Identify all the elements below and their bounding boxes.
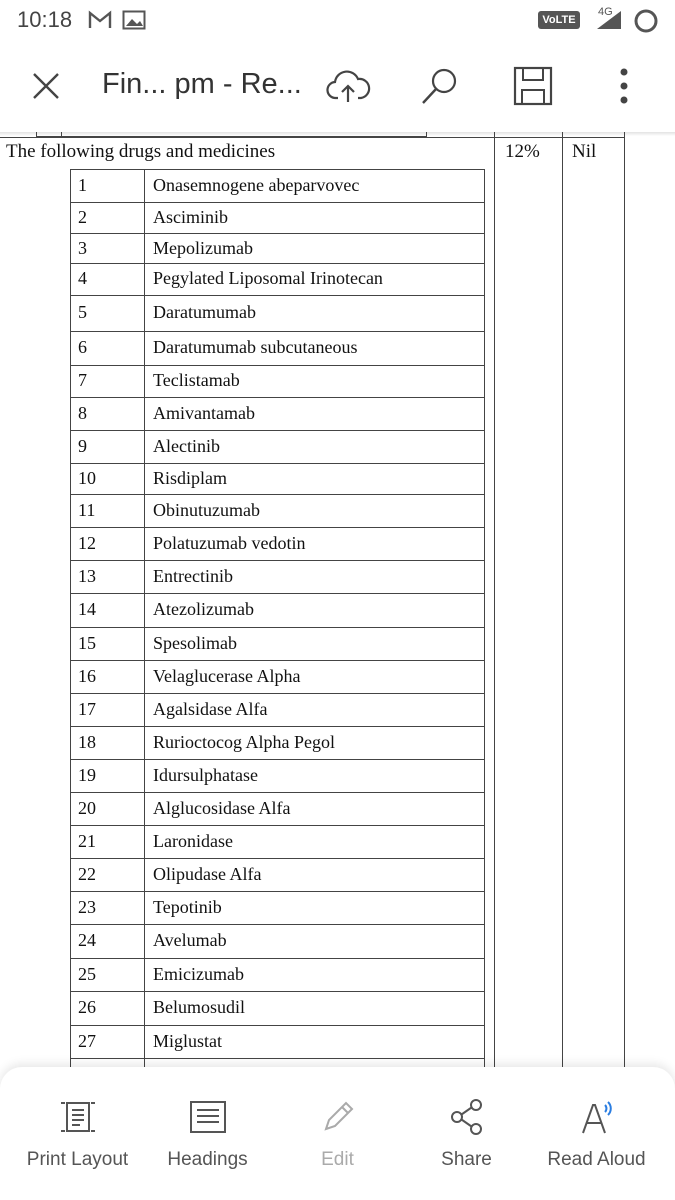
drug-name: Avelumab (153, 930, 227, 950)
drug-table-row-partial (70, 1058, 485, 1067)
cloud-upload-icon[interactable] (324, 62, 372, 110)
drug-table-row (70, 660, 485, 693)
drug-number: 13 (78, 566, 96, 586)
signal-icon (595, 9, 623, 31)
drug-number: 22 (78, 864, 96, 884)
drug-table-row (70, 825, 485, 858)
drug-number: 9 (78, 436, 87, 456)
drug-name: Laronidase (153, 831, 233, 851)
document-page[interactable] (0, 132, 675, 1067)
drug-name: Entrectinib (153, 566, 233, 586)
drug-name: Obinutuzumab (153, 500, 260, 520)
drug-name: Onasemnogene abeparvovec (153, 175, 360, 195)
volte-badge: VoLTE (538, 11, 580, 29)
network-type: 4G (598, 6, 613, 18)
drug-table-row (70, 958, 485, 991)
drug-table-row (70, 991, 485, 1025)
drug-name: Belumosudil (153, 997, 246, 1017)
drug-name: Amivantamab (153, 403, 255, 423)
drug-number: 7 (78, 370, 87, 390)
gmail-icon (88, 10, 112, 30)
drug-table-row (70, 924, 485, 958)
drug-table-row (70, 1025, 485, 1058)
drug-name: Emicizumab (153, 964, 244, 984)
drug-table-row (70, 263, 485, 295)
drug-table-row (70, 365, 485, 397)
share-label: Share (441, 1149, 492, 1170)
drug-table-row (70, 693, 485, 726)
drug-name: Tepotinib (153, 897, 222, 917)
drug-table-row (70, 560, 485, 593)
drug-number: 5 (78, 302, 87, 322)
drug-name: Pegylated Liposomal Irinotecan (153, 268, 383, 288)
drug-table-row (70, 858, 485, 891)
drug-number: 10 (78, 468, 96, 488)
drug-table-row (70, 169, 485, 202)
drug-name: Mepolizumab (153, 238, 253, 258)
share-icon (447, 1097, 487, 1137)
drug-table-row (70, 527, 485, 560)
save-icon[interactable] (509, 62, 557, 110)
drug-name: Spesolimab (153, 633, 237, 653)
status-bar (0, 0, 675, 40)
drug-number: 18 (78, 732, 96, 752)
drug-table-row (70, 430, 485, 463)
drug-name: Alectinib (153, 436, 220, 456)
drug-number: 3 (78, 238, 87, 258)
headings-icon (188, 1097, 228, 1137)
search-icon[interactable] (416, 62, 464, 110)
headings-label: Headings (167, 1149, 248, 1170)
drug-number: 8 (78, 403, 87, 423)
drug-table-row (70, 494, 485, 527)
more-vertical-icon[interactable] (600, 62, 648, 110)
drug-table-row (70, 593, 485, 627)
drug-name: Rurioctocog Alpha Pegol (153, 732, 335, 752)
drug-number: 19 (78, 765, 96, 785)
drug-name: Risdiplam (153, 468, 228, 488)
drug-number: 11 (78, 500, 96, 520)
drug-name: Atezolizumab (153, 599, 254, 619)
table-border (562, 132, 563, 1067)
drug-number: 14 (78, 599, 96, 619)
drug-table-row (70, 463, 485, 494)
read-aloud-button[interactable] (519, 1067, 674, 1200)
drug-name: Agalsidase Alfa (153, 699, 268, 719)
drug-number: 21 (78, 831, 96, 851)
drug-number: 26 (78, 997, 96, 1017)
drug-number: 24 (78, 930, 96, 950)
drug-table-row (70, 397, 485, 430)
edit-label: Edit (321, 1149, 354, 1170)
document-title[interactable]: Fin... pm - Re... (102, 68, 302, 100)
drug-table-row (70, 233, 485, 263)
drug-name: Daratumumab subcutaneous (153, 337, 358, 357)
drug-table-row (70, 295, 485, 331)
drug-name: Asciminib (153, 207, 228, 227)
print-layout-label: Print Layout (26, 1149, 129, 1170)
drug-name: Miglustat (153, 1031, 223, 1051)
status-time: 10:18 (17, 7, 73, 32)
drug-name: Idursulphatase (153, 765, 258, 785)
table-border (624, 132, 625, 1067)
read-aloud-icon (577, 1097, 617, 1137)
photo-icon (122, 10, 146, 30)
drug-table-row (70, 627, 485, 660)
pencil-icon (318, 1097, 358, 1137)
drug-number: 2 (78, 207, 87, 227)
drug-number: 23 (78, 897, 96, 917)
drug-number: 27 (78, 1031, 96, 1051)
drug-table-row (70, 891, 485, 924)
description-cell: The following drugs and medicines (6, 141, 276, 162)
drug-name: Alglucosidase Alfa (153, 798, 291, 818)
table-border (0, 137, 625, 138)
drug-number: 6 (78, 337, 87, 357)
drug-table-row (70, 202, 485, 233)
drug-number: 17 (78, 699, 96, 719)
drug-number: 1 (78, 175, 87, 195)
drug-number: 12 (78, 533, 96, 553)
read-aloud-label: Read Aloud (547, 1149, 646, 1170)
drug-number: 15 (78, 633, 96, 653)
drug-table-row (70, 331, 485, 365)
drug-number: 16 (78, 666, 96, 686)
drug-name: Daratumumab (153, 302, 256, 322)
drug-table-row (70, 759, 485, 792)
drug-name: Olipudase Alfa (153, 864, 262, 884)
app-bar (0, 40, 675, 132)
cess-cell: Nil (572, 141, 597, 162)
drug-number: 20 (78, 798, 96, 818)
battery-ring-icon (633, 8, 659, 34)
print-layout-icon (58, 1097, 98, 1137)
drug-name: Polatuzumab vedotin (153, 533, 306, 553)
drug-name: Velaglucerase Alpha (153, 666, 301, 686)
drug-table-row (70, 726, 485, 759)
rate-cell: 12% (505, 141, 540, 162)
drug-number: 25 (78, 964, 96, 984)
drug-number: 4 (78, 268, 87, 288)
table-border (494, 132, 495, 1067)
drug-name: Teclistamab (153, 370, 240, 390)
close-icon[interactable] (28, 68, 64, 104)
bottom-toolbar (0, 1067, 675, 1200)
drug-table-row (70, 792, 485, 825)
